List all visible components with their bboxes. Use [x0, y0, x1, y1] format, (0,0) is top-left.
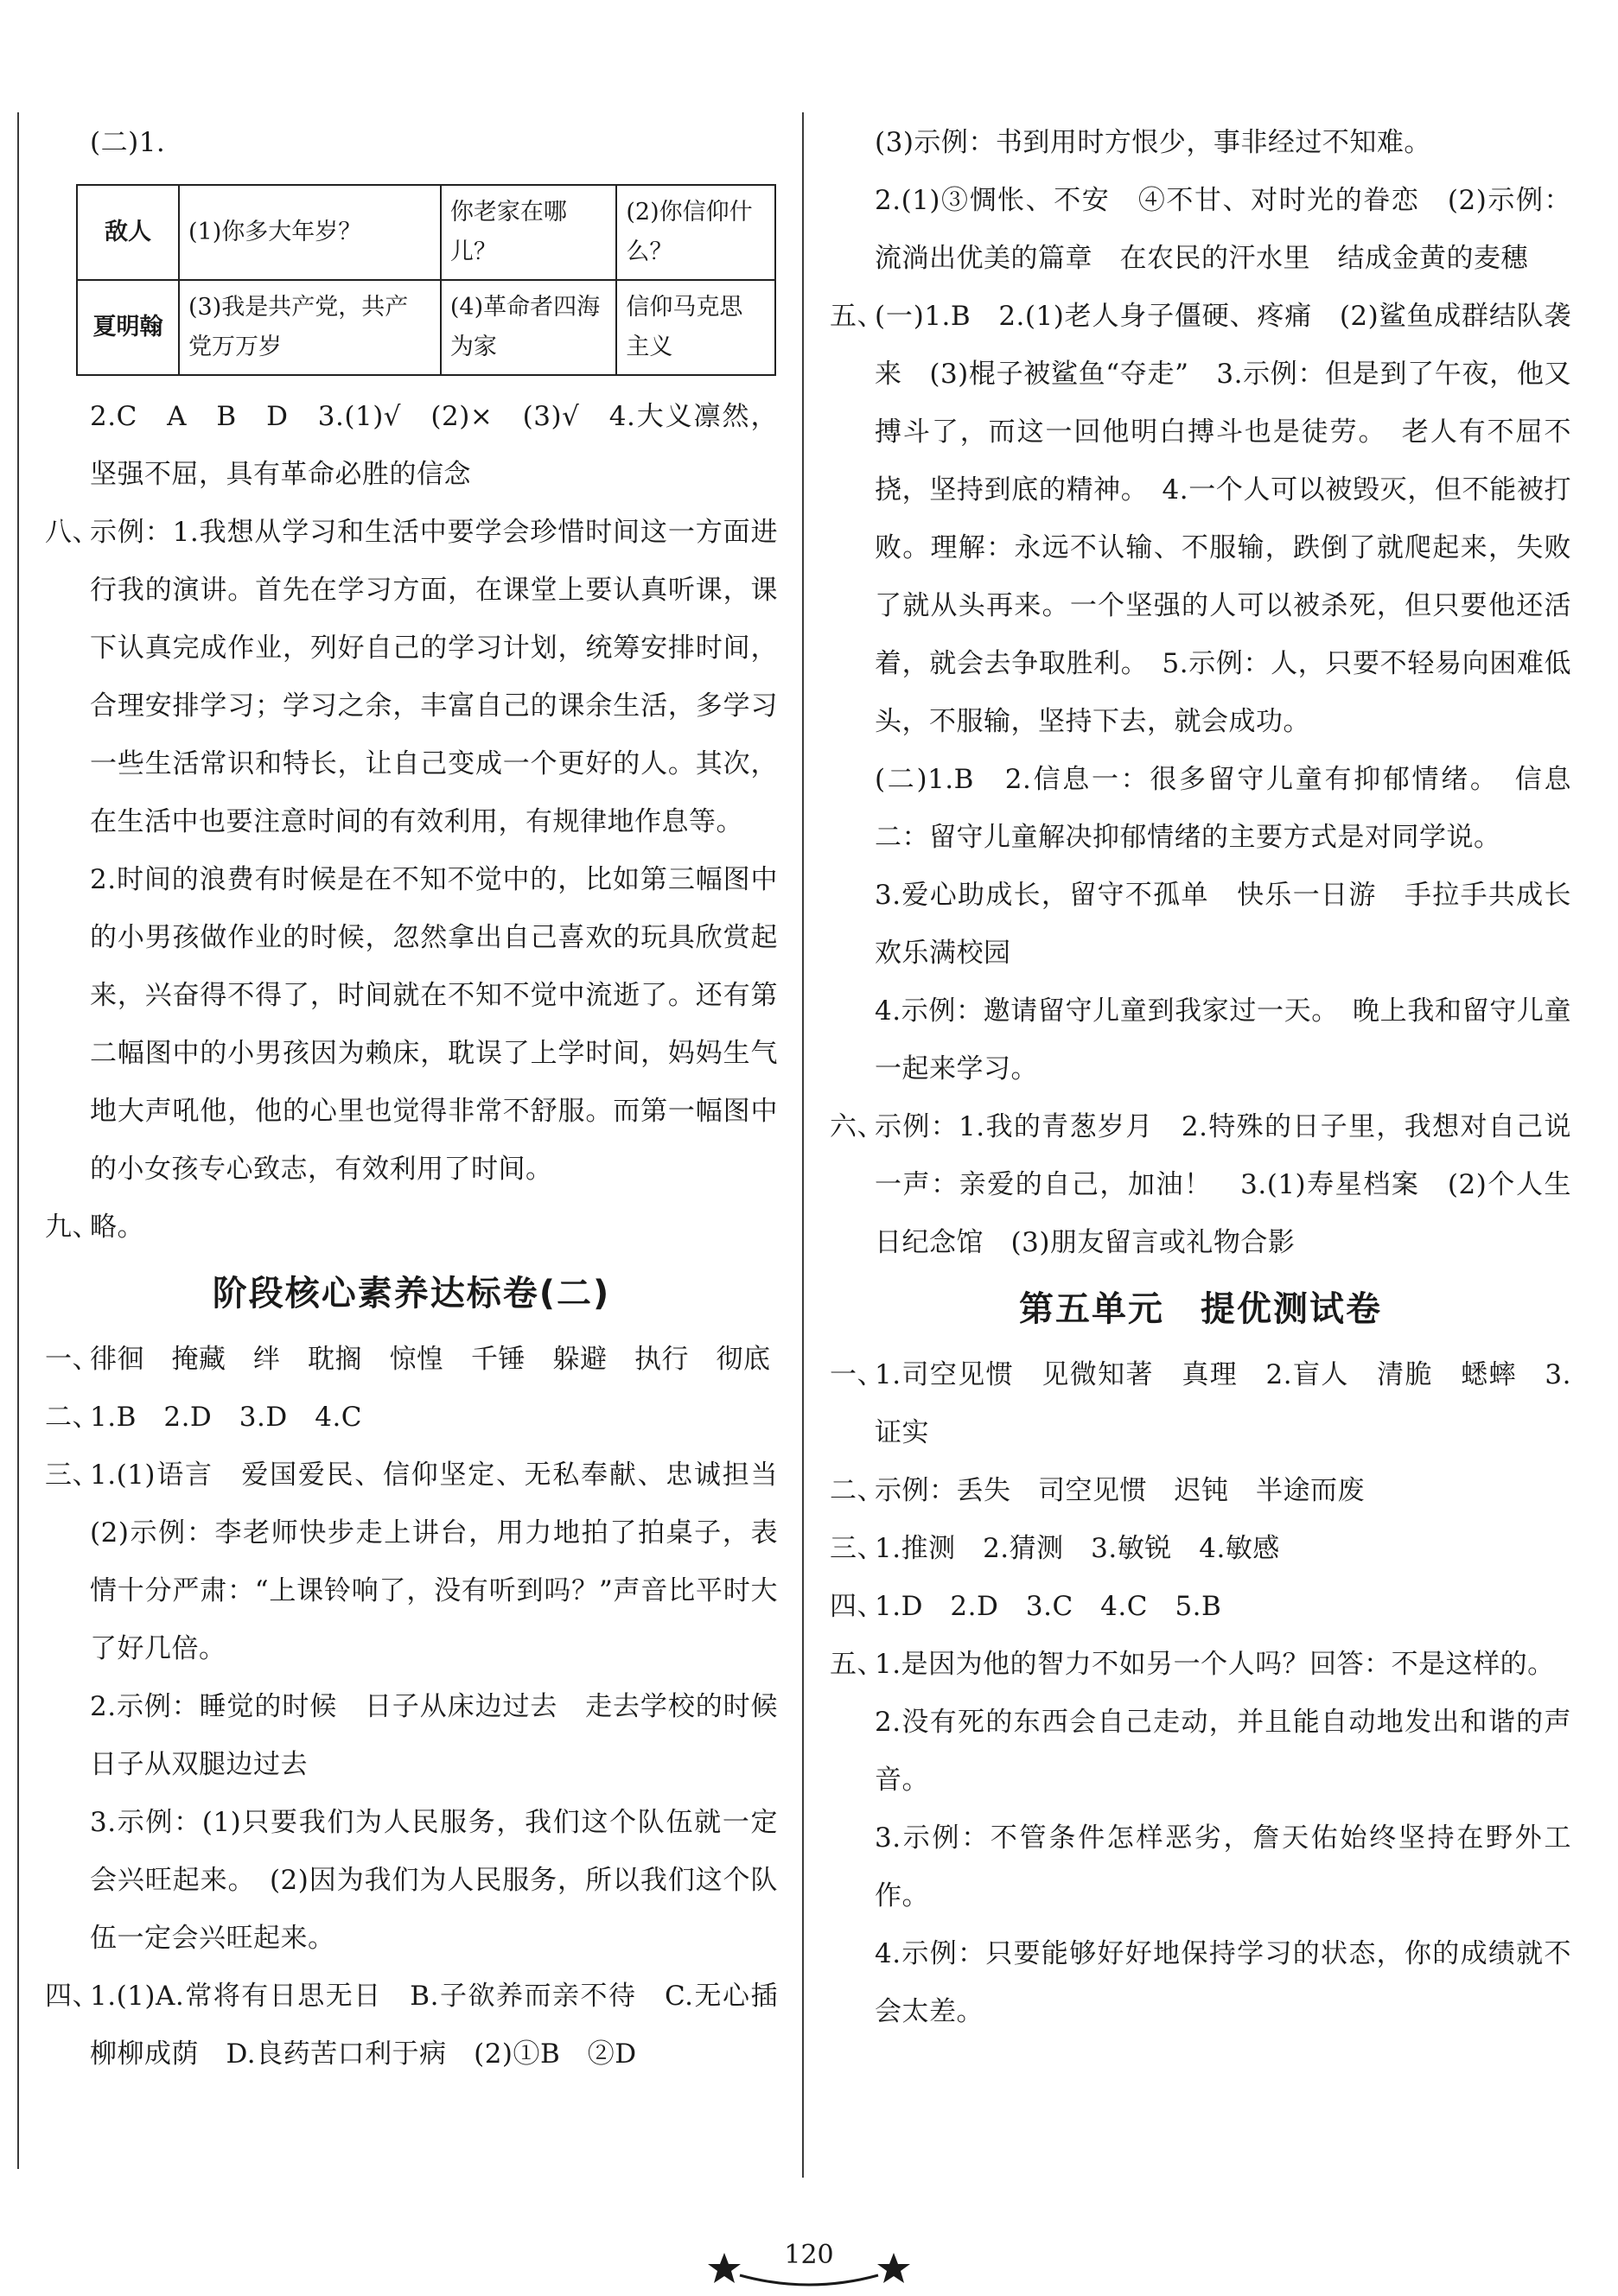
- answer-paragraph: [45, 1968, 778, 2083]
- section-marker: 二、: [45, 1402, 99, 1433]
- answer-text: 略。: [90, 1212, 144, 1243]
- answer-paragraph: [45, 504, 778, 851]
- table-cell: (4)革命者四海为家: [441, 280, 617, 375]
- answer-text: 示例：1.我的青葱岁月 2.特殊的日子里，我想对自己说一声：亲爱的自己，加油！ 3.(1)寿星档案 (2)个人生日纪念馆 (3)朋友留言或礼物合影: [875, 1111, 1571, 1258]
- section-heading: 阶段核心素养达标卷(二): [212, 1274, 611, 1313]
- answer-text: 1.D 2.D 3.C 4.C 5.B: [875, 1591, 1222, 1622]
- section-marker: 一、: [830, 1359, 884, 1390]
- answer-text: 3.爱心助成长，留守不孤单 快乐一日游 手拉手共成长 欢乐满校园: [875, 880, 1599, 969]
- answer-paragraph: [830, 1809, 1571, 1925]
- answer-paragraph: [830, 114, 1571, 172]
- answer-paragraph: [830, 751, 1571, 867]
- answer-text: 1.司空见惯 见微知著 真理 2.盲人 清脆 蟋蟀 3.证实: [875, 1359, 1571, 1448]
- column-divider: [802, 112, 804, 2178]
- answer-text: (二)1.B 2.信息一：很多留守儿童有抑郁情绪。 信息二：留守儿童解决抑郁情绪的主要方式是对同学说。: [875, 764, 1571, 853]
- answer-paragraph: [830, 867, 1599, 983]
- row-header-cell: 敌人: [77, 185, 179, 280]
- answer-text: 2.示例：睡觉的时候 日子从床边过去 走去学校的时候 日子从双腿边过去: [90, 1691, 806, 1780]
- section-marker: 八、: [45, 517, 99, 548]
- answer-text: 示例：丢失 司空见惯 迟钝 半途而废: [875, 1475, 1365, 1506]
- table-row: [77, 185, 775, 280]
- table-cell: (1)你多大年岁？: [179, 185, 441, 280]
- answer-paragraph: [45, 388, 778, 504]
- answer-text: 1.(1)语言 爱国爱民、信仰坚定、无私奉献、忠诚担当 (2)示例：李老师快步走上讲台，用力地拍了拍桌子，表情十分严肃：“上课铃响了，没有听到吗？”声音比平时大了好几倍。: [90, 1460, 806, 1664]
- answer-paragraph: [45, 1794, 778, 1968]
- answer-text: (一)1.B 2.(1)老人身子僵硬、疼痛 (2)鲨鱼成群结队袭来 (3)棍子被鲨鱼“夺走” 3.示例：但是到了午夜，他又搏斗了，而这一回他明白搏斗也是徒劳。 老人有不屈不挠，坚持到底的精神。 4.一个人可以被毁灭，但不能被打败。理解：永远不认输、不服输，跌倒了就爬起来，失败了就从头再来。一个坚强的人可以被杀死，但只要他还活着，就会去争取胜利。 5.示例：人，只要不轻易向困难低头，不服输，坚持下去，就会成功。: [875, 301, 1571, 737]
- answer-paragraph: [830, 1520, 1571, 1578]
- right-column: [830, 114, 1599, 2041]
- answer-text: 1.B 2.D 3.D 4.C: [90, 1402, 363, 1433]
- row-header-cell: 夏明翰: [77, 280, 179, 375]
- section-marker: 三、: [45, 1460, 99, 1491]
- answer-paragraph: [45, 114, 778, 172]
- answer-paragraph: [45, 1678, 806, 1794]
- answer-paragraph: [830, 1694, 1571, 1809]
- answer-paragraph: [45, 1389, 778, 1447]
- section-marker: 二、: [830, 1475, 884, 1506]
- answer-paragraph: [830, 1346, 1571, 1462]
- answer-paragraph: [45, 1199, 778, 1256]
- table-cell: (3)我是共产党，共产党万万岁: [179, 280, 441, 375]
- answer-paragraph: [830, 1925, 1571, 2041]
- answer-text: 2.时间的浪费有时候是在不知不觉中的，比如第三幅图中的小男孩做作业的时候，忽然拿出自己喜欢的玩具欣赏起来，兴奋得不得了，时间就在不知不觉中流逝了。还有第二幅图中的小男孩因为赖床，耽误了上学时间，妈妈生气地大声吼他，他的心里也觉得非常不舒服。而第一幅图中的小女孩专心致志，有效利用了时间。: [90, 864, 778, 1185]
- section-marker: 五、: [830, 1649, 884, 1680]
- answer-table: [76, 184, 776, 376]
- section-marker: 三、: [830, 1533, 884, 1564]
- answer-paragraph: [45, 851, 778, 1199]
- answer-text: 1.推测 2.猜测 3.敏锐 4.敏感: [875, 1533, 1280, 1564]
- swoosh-line: [740, 2275, 878, 2285]
- section-marker: 四、: [45, 1981, 99, 2012]
- left-column: [45, 114, 806, 2083]
- answer-text: 3.示例：不管条件怎样恶劣，詹天佑始终坚持在野外工作。: [875, 1822, 1571, 1911]
- answer-text: (二)1.: [90, 127, 166, 158]
- section-marker: 五、: [830, 301, 884, 332]
- answer-text: 2.C A B D 3.(1)√ (2)× (3)√ 4.大义凛然，坚强不屈，具有革命必胜的信念: [90, 401, 778, 490]
- answer-text: 2.没有死的东西会自己走动，并且能自动地发出和谐的声音。: [875, 1707, 1571, 1796]
- answer-paragraph: [830, 1098, 1571, 1272]
- answer-paragraph: [830, 983, 1571, 1098]
- section-marker: 九、: [45, 1212, 99, 1243]
- table-cell: (2)你信仰什么？: [616, 185, 775, 280]
- section-marker: 四、: [830, 1591, 884, 1622]
- section-marker: 一、: [45, 1344, 99, 1375]
- answer-text: 3.示例：(1)只要我们为人民服务，我们这个队伍就一定会兴旺起来。 (2)因为我们为人民服务，所以我们这个队伍一定会兴旺起来。: [90, 1807, 778, 1954]
- page-number: 120: [784, 2240, 834, 2270]
- answer-text: 1.(1)A.常将有日思无日 B.子欲养而亲不待 C.无心插柳柳成荫 D.良药苦口利于病 (2)①B ②D: [90, 1981, 778, 2070]
- answer-paragraph: [830, 1636, 1571, 1694]
- left-margin-rule: [17, 112, 19, 2169]
- section-heading: 第五单元 提优测试卷: [1019, 1289, 1382, 1329]
- table-cell: 你老家在哪儿？: [441, 185, 617, 280]
- answer-paragraph: [45, 1447, 806, 1678]
- answer-text: (3)示例：书到用时方恨少，事非经过不知难。: [875, 127, 1431, 158]
- answer-paragraph: [830, 1578, 1571, 1636]
- answer-paragraph: [45, 1331, 778, 1389]
- answer-text: 示例：1.我想从学习和生活中要学会珍惜时间这一方面进行我的演讲。首先在学习方面，在课堂上要认真听课，课下认真完成作业，列好自己的学习计划，统筹安排时间，合理安排学习；学习之余，丰富自己的课余生活，多学习一些生活常识和特长，让自己变成一个更好的人。其次，在生活中也要注意时间的有效利用，有规律地作息等。: [90, 517, 778, 837]
- answer-text: 2.(1)③惆怅、不安 ④不甘、对时光的眷恋 (2)示例：流淌出优美的篇章 在农民的汗水里 结成金黄的麦穗: [875, 185, 1571, 274]
- answer-paragraph: [830, 172, 1571, 288]
- answer-text: 徘徊 掩藏 绊 耽搁 惊惶 千锤 躲避 执行 彻底: [90, 1344, 771, 1375]
- answer-paragraph: [830, 1462, 1571, 1520]
- section-marker: 六、: [830, 1111, 884, 1142]
- answer-text: 4.示例：邀请留守儿童到我家过一天。 晚上我和留守儿童一起来学习。: [875, 995, 1571, 1084]
- answer-text: 1.是因为他的智力不如另一个人吗？回答：不是这样的。: [875, 1649, 1555, 1680]
- table-cell: 信仰马克思主义: [616, 280, 775, 375]
- answer-paragraph: [830, 288, 1571, 751]
- table-row: [77, 280, 775, 375]
- answer-text: 4.示例：只要能够好好地保持学习的状态，你的成绩就不会太差。: [875, 1938, 1571, 2027]
